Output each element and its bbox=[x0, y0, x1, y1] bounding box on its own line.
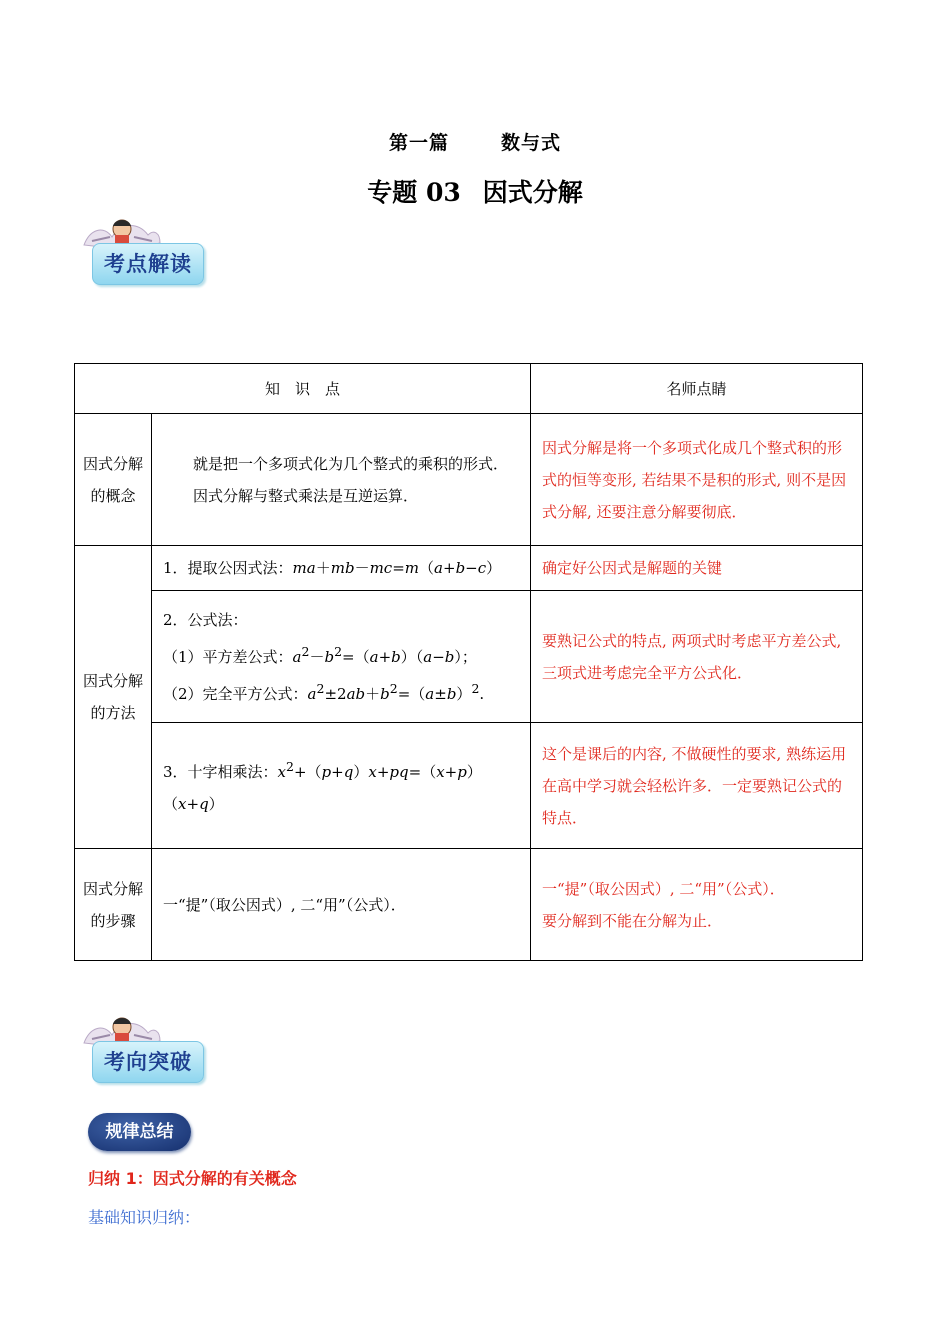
table-row-formula bbox=[75, 591, 863, 723]
cross-tip: 这个是课后的内容, 不做硬性的要求, 熟练运用在高中学习就会轻松许多．一定要熟记公式的特点． bbox=[531, 723, 863, 849]
difference-of-squares: （1）平方差公式：$a^2-b^2=(a+b)(a-b)$； bbox=[163, 643, 477, 666]
table-row-cross bbox=[75, 723, 863, 849]
exam-points-badge bbox=[82, 215, 212, 291]
part-title bbox=[0, 128, 950, 155]
steps-tip-2: 要分解到不能在分解为止． bbox=[542, 911, 723, 930]
concept-content bbox=[152, 414, 531, 546]
steps-label: 因式分解的步骤 bbox=[75, 849, 152, 961]
topic-number: 专题 03 bbox=[367, 178, 461, 207]
induction-heading: 归纳 1：因式分解的有关概念 bbox=[88, 1169, 297, 1188]
cross-content: 3．十字相乘法：$x^2+(p+q)x+pq=(x+p)(x+q)$ bbox=[152, 723, 531, 849]
steps-tip bbox=[531, 849, 863, 961]
table-row-extract bbox=[75, 546, 863, 591]
table-row-steps bbox=[75, 849, 863, 961]
table-row-concept bbox=[75, 414, 863, 546]
badge-label: 考点解读 bbox=[92, 243, 204, 285]
steps-tip-1: 一“提”（取公因式）, 二“用”（公式）． bbox=[542, 879, 785, 898]
extract-prefix: 1．提取公因式法： bbox=[163, 559, 293, 577]
part-number: 第一篇 bbox=[388, 132, 449, 154]
breakthrough-badge bbox=[82, 1013, 212, 1089]
concept-line-1: 就是把一个多项式化为几个整式的乘积的形式． bbox=[193, 454, 509, 473]
concept-label: 因式分解的概念 bbox=[75, 414, 152, 546]
cross-prefix: 3．十字相乘法： bbox=[163, 763, 278, 781]
concept-tip: 因式分解是将一个多项式化成几个整式积的形式的恒等变形, 若结果不是积的形式, 则不是因式分解, 还要注意分解要彻底． bbox=[531, 414, 863, 546]
extract-tip: 确定好公因式是解题的关键 bbox=[531, 546, 863, 591]
basic-knowledge-heading: 基础知识归纳： bbox=[88, 1208, 201, 1227]
topic-name: 因式分解 bbox=[482, 178, 583, 207]
header-knowledge: 知 识 点 bbox=[75, 364, 531, 414]
badge-label: 考向突破 bbox=[92, 1041, 204, 1083]
methods-label: 因式分解的方法 bbox=[75, 546, 152, 849]
formula-title: 2．公式法： bbox=[163, 610, 248, 629]
extract-formula: 1．提取公因式法：ma＋mb－mc=m（a+b−c） bbox=[152, 546, 531, 591]
knowledge-table bbox=[74, 363, 863, 961]
table-header-row bbox=[75, 364, 863, 414]
concept-line-2: 因式分解与整式乘法是互逆运算． bbox=[193, 486, 419, 505]
header-tips: 名师点睛 bbox=[531, 364, 863, 414]
topic-title bbox=[0, 173, 950, 209]
formula-content bbox=[152, 591, 531, 723]
perfect-square: （2）完全平方公式：$a^2\pm 2ab+b^2=(a\pm b)^2$. bbox=[163, 680, 485, 703]
formula-tip: 要熟记公式的特点, 两项式时考虑平方差公式, 三项式进考虑完全平方公式化． bbox=[531, 591, 863, 723]
part-name: 数与式 bbox=[501, 132, 562, 154]
rule-summary-pill: 规律总结 bbox=[88, 1113, 191, 1151]
steps-content: 一“提”（取公因式）, 二“用”（公式）． bbox=[152, 849, 531, 961]
